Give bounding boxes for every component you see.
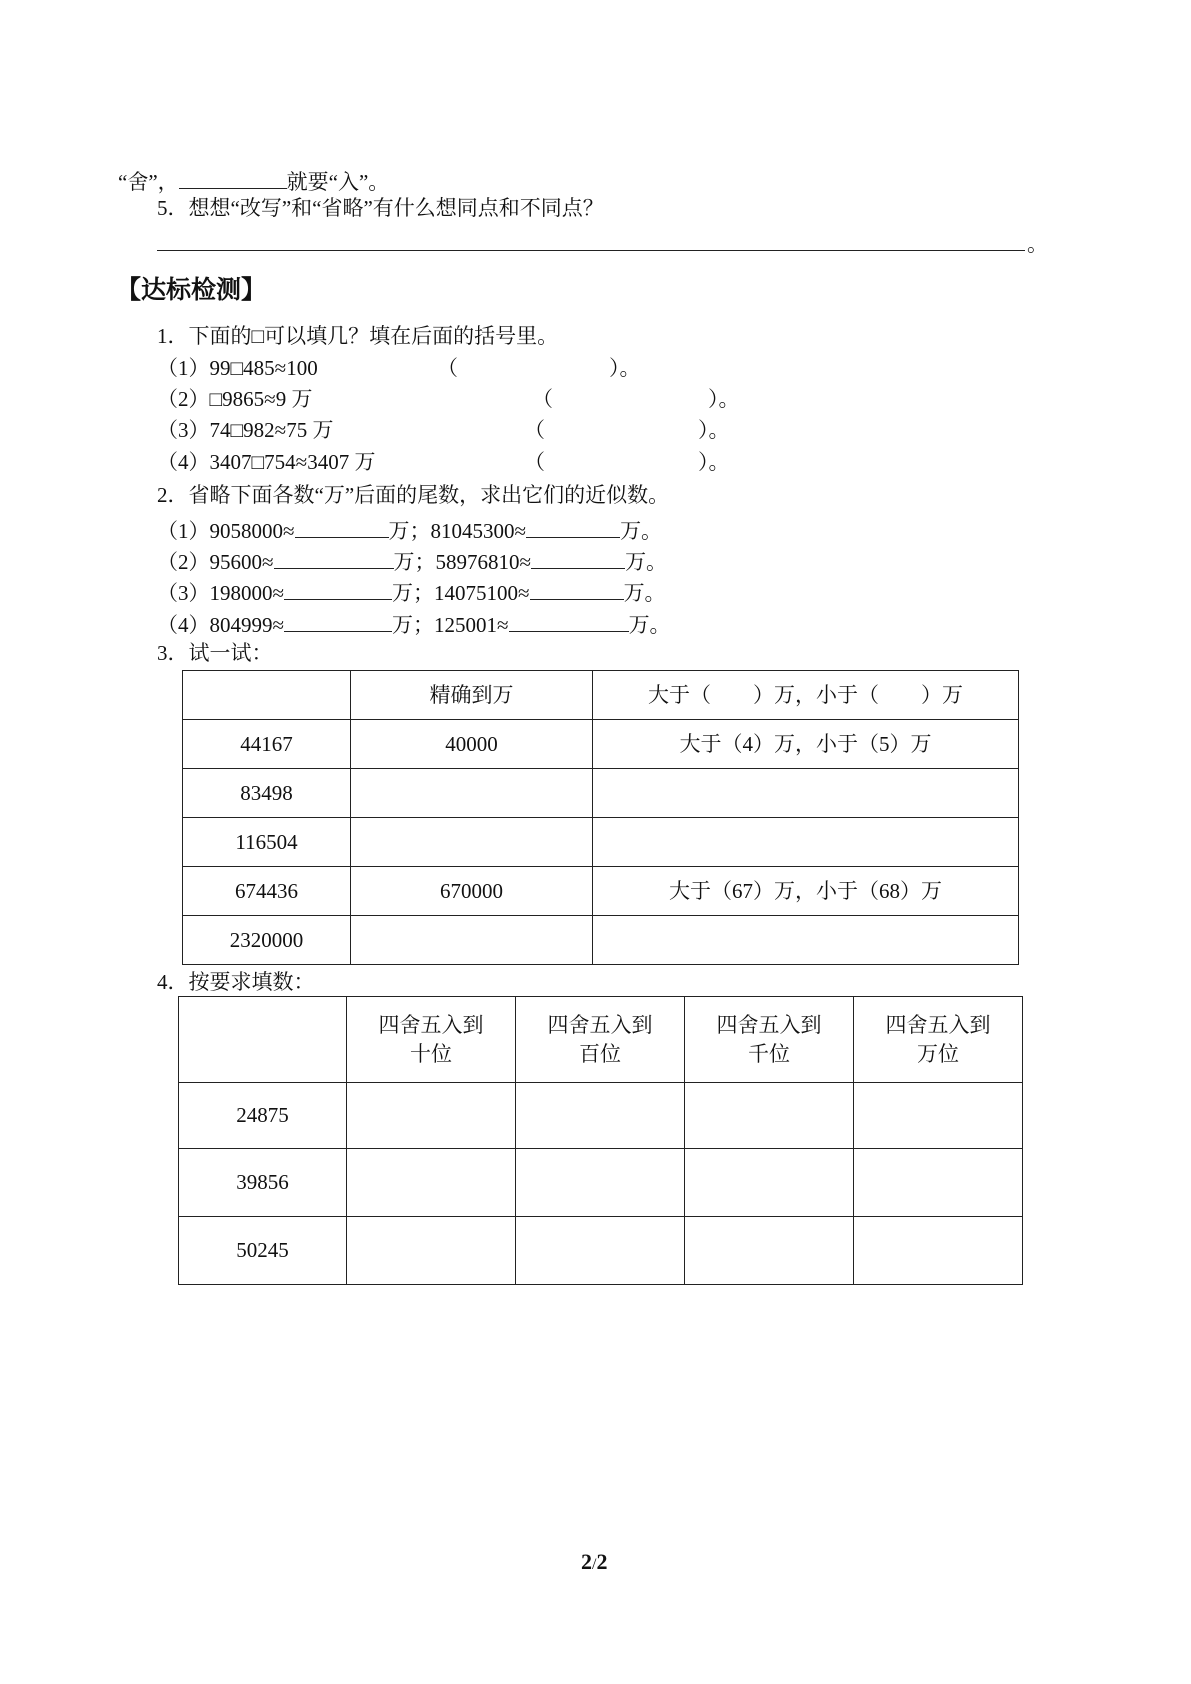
table-cell: 2320000 xyxy=(183,916,351,965)
answer-cell[interactable] xyxy=(593,916,1019,965)
header-cell: 四舍五入到 千位 xyxy=(685,997,854,1083)
table-cell: 大于（4）万，小于（5）万 xyxy=(593,720,1019,769)
answer-cell[interactable] xyxy=(593,769,1019,818)
answer-cell[interactable] xyxy=(351,818,593,867)
blank-line[interactable] xyxy=(179,168,287,189)
answer-cell[interactable] xyxy=(854,1217,1023,1285)
table-cell: 50245 xyxy=(179,1217,347,1285)
q3-title: 3．试一试： xyxy=(157,641,273,665)
blank-line[interactable] xyxy=(157,230,1025,251)
q1-item-4-label: （4）3407□754≈3407 万 xyxy=(157,450,376,474)
q1-title: 1．下面的□可以填几？填在后面的括号里。 xyxy=(157,324,559,348)
table-cell: 40000 xyxy=(351,720,593,769)
answer-cell[interactable] xyxy=(593,818,1019,867)
table-row xyxy=(183,720,1019,769)
table-cell: 83498 xyxy=(183,769,351,818)
question-5: 5．想想“改写”和“省略”有什么想同点和不同点？ xyxy=(157,196,604,220)
table-row xyxy=(183,769,1019,818)
header-cell xyxy=(179,997,347,1083)
table-header-row xyxy=(183,671,1019,720)
table-cell: 24875 xyxy=(179,1083,347,1149)
q2-title: 2．省略下面各数“万”后面的尾数，求出它们的近似数。 xyxy=(157,483,670,507)
answer-cell[interactable] xyxy=(854,1149,1023,1217)
table-row xyxy=(179,1217,1023,1285)
table-row xyxy=(179,1149,1023,1217)
q1-item-3-label: （3）74□982≈75 万 xyxy=(157,418,334,442)
q1-item-3-open-paren: （ xyxy=(524,418,545,442)
header-cell: 大于（ ）万，小于（ ）万 xyxy=(593,671,1019,720)
answer-cell[interactable] xyxy=(516,1083,685,1149)
answer-cell[interactable] xyxy=(685,1083,854,1149)
table-row xyxy=(179,1083,1023,1149)
answer-cell[interactable] xyxy=(854,1083,1023,1149)
blank-line[interactable] xyxy=(284,579,392,600)
blank-line[interactable] xyxy=(295,517,389,538)
answer-cell[interactable] xyxy=(347,1083,516,1149)
page-number: 2/2 xyxy=(581,1549,608,1574)
q2-row-4: （4）804999≈ 万；125001≈ 万。 xyxy=(157,613,671,637)
answer-cell[interactable] xyxy=(685,1149,854,1217)
q1-item-2-close-paren: ）。 xyxy=(708,387,740,411)
answer-cell[interactable] xyxy=(685,1217,854,1285)
q1-item-4-close-paren: ）。 xyxy=(698,450,730,474)
q1-item-1-close-paren: ）。 xyxy=(609,356,641,380)
table-row xyxy=(183,818,1019,867)
q1-item-2-label: （2）□9865≈9 万 xyxy=(157,387,313,411)
q1-item-2-open-paren: （ xyxy=(532,387,553,411)
answer-cell[interactable] xyxy=(347,1217,516,1285)
table-cell: 116504 xyxy=(183,818,351,867)
q1-item-1-label: （1）99□485≈100 xyxy=(157,356,318,380)
section-title: 【达标检测】 xyxy=(116,275,267,304)
table-header-row xyxy=(179,997,1023,1083)
table-cell: 44167 xyxy=(183,720,351,769)
q2-row-2: （2）95600≈ 万；58976810≈ 万。 xyxy=(157,550,668,574)
blank-line[interactable] xyxy=(509,611,629,632)
table-row xyxy=(183,916,1019,965)
answer-cell[interactable] xyxy=(351,769,593,818)
q1-item-1-open-paren: （ xyxy=(437,356,458,380)
answer-cell[interactable] xyxy=(347,1149,516,1217)
q4-title: 4．按要求填数： xyxy=(157,970,315,994)
q3-table xyxy=(182,670,1019,965)
header-cell: 四舍五入到 万位 xyxy=(854,997,1023,1083)
blank-line[interactable] xyxy=(526,517,620,538)
q1-item-3-close-paren: ）。 xyxy=(698,418,730,442)
blank-line[interactable] xyxy=(531,548,625,569)
blank-line[interactable] xyxy=(274,548,394,569)
q4-table xyxy=(178,996,1023,1285)
table-cell: 670000 xyxy=(351,867,593,916)
header-cell xyxy=(183,671,351,720)
q2-row-1: （1）9058000≈ 万；81045300≈ 万。 xyxy=(157,519,663,543)
header-cell: 四舍五入到 百位 xyxy=(516,997,685,1083)
table-cell: 39856 xyxy=(179,1149,347,1217)
answer-cell[interactable] xyxy=(516,1149,685,1217)
q4-tail-line: “舍”， 就要“入”。 xyxy=(118,170,390,194)
q1-item-4-open-paren: （ xyxy=(524,450,545,474)
header-cell: 精确到万 xyxy=(351,671,593,720)
blank-line[interactable] xyxy=(284,611,392,632)
q2-row-3: （3）198000≈ 万；14075100≈ 万。 xyxy=(157,581,666,605)
table-cell: 674436 xyxy=(183,867,351,916)
blank-line[interactable] xyxy=(530,579,624,600)
answer-cell[interactable] xyxy=(351,916,593,965)
answer-cell[interactable] xyxy=(516,1217,685,1285)
header-cell: 四舍五入到 十位 xyxy=(347,997,516,1083)
table-row xyxy=(183,867,1019,916)
question-5-answer-line[interactable]: 。 xyxy=(157,230,1037,252)
table-cell: 大于（67）万，小于（68）万 xyxy=(593,867,1019,916)
